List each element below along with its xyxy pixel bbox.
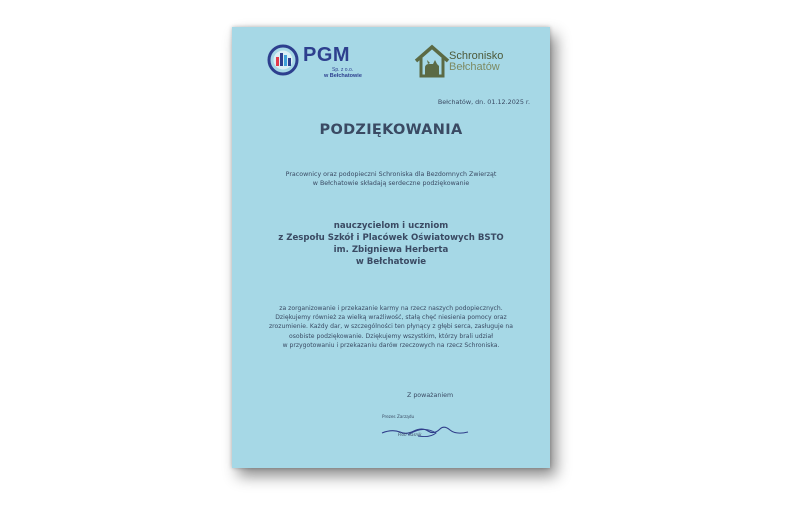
body-line: zrozumienie. Każdy dar, w szczególności ten płynący z głębi serca, zasługuje na — [268, 323, 514, 331]
signature-name: Piotr Sasnik — [398, 432, 422, 437]
recipient-line: nauczycielom i uczniom — [333, 221, 449, 231]
recipient-line: w Bełchatowie — [355, 257, 427, 267]
body-paragraph — [252, 304, 530, 350]
recipient-line: z Zespołu Szkół i Placówek Oświatowych BSTO — [278, 233, 504, 243]
body-line: osobiste podziękowanie. Dziękujemy wszystkim, którzy brali udział — [289, 332, 493, 340]
pgm-logo — [266, 43, 366, 77]
shelter-logo-city: Bełchatów — [449, 61, 500, 73]
shelter-logo — [413, 42, 523, 82]
pgm-logo-name: PGM — [303, 44, 351, 66]
shelter-logo-name: Schronisko — [449, 50, 504, 62]
pgm-logo-city: w Bełchatowie — [324, 73, 362, 79]
body-line: w przygotowaniu i przekazaniu darów rzeczowych na rzecz Schroniska. — [282, 341, 500, 349]
letter-title: PODZIĘKOWANIA — [319, 122, 463, 138]
shelter-house-icon — [413, 42, 453, 82]
closing-phrase: Z poważaniem — [407, 392, 454, 399]
body-line: Dziękujemy również za wielką wrażliwość, stałą chęć niesienia pomocy oraz — [275, 314, 507, 322]
pgm-logo-icon — [266, 43, 300, 77]
thank-you-letter — [232, 27, 550, 468]
pgm-logo-subtitle: Sp. z o.o. — [332, 67, 354, 73]
letter-date: Bełchatów, dn. 01.12.2025 r. — [437, 98, 530, 106]
body-line: za zorganizowanie i przekazanie karmy na rzecz naszych podopiecznych. — [279, 305, 503, 312]
recipient-line: im. Zbigniewa Herberta — [333, 245, 449, 255]
intro-line: Pracownicy oraz podopieczni Schroniska dla Bezdomnych Zwierząt — [285, 171, 497, 178]
recipients-block — [242, 220, 540, 268]
handwritten-signature — [378, 405, 478, 445]
intro-line: w Bełchatowie składają serdeczne podziękowanie — [312, 180, 470, 187]
signature-role: Prezes Zarządu — [382, 414, 415, 419]
intro-paragraph — [252, 170, 530, 188]
